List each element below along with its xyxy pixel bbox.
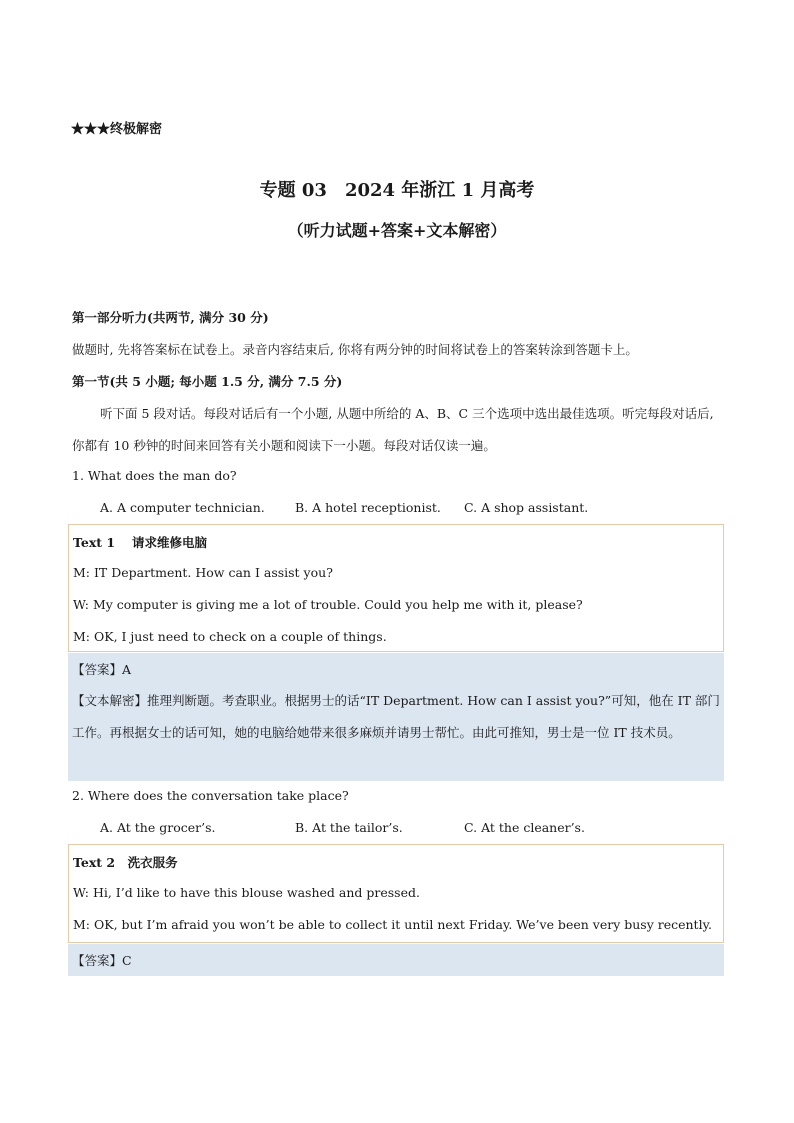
- answer-1-box: [68, 653, 724, 781]
- question-1-option-c: C. A shop assistant.: [464, 500, 589, 515]
- question-2-option-a: A. At the grocer’s.: [100, 820, 216, 835]
- text-1-title: Text 1 请求维修电脑: [73, 535, 207, 550]
- subsection-heading: 第一节(共 5 小题; 每小题 1.5 分, 满分 7.5 分): [72, 374, 343, 389]
- question-2-option-c: C. At the cleaner’s.: [464, 820, 585, 835]
- analysis-1: 【文本解密】推理判断题。考查职业。根据男士的话“IT Department. How can I assist you?”可知，他在 IT 部门工作。再根据女士的话可知，她的电脑给她带来很多麻烦并请男士帮忙。由此可推知，男士是一位 IT 技术员。: [72, 693, 720, 740]
- subsection-intro: 听下面 5 段对话。每段对话后有一个小题, 从题中所给的 A、B、C 三个选项中选出最佳选项。听完每段对话后, 你都有 10 秒钟的时间来回答有关小题和阅读下一小题。每段对话仅读一遍。: [72, 406, 714, 453]
- question-1-stem: 1. What does the man do?: [72, 468, 237, 483]
- part-heading: 第一部分听力(共两节, 满分 30 分): [72, 310, 269, 325]
- text-1-line-2: W: My computer is giving me a lot of trouble. Could you help me with it, please?: [73, 597, 583, 612]
- instruction-text: 做题时, 先将答案标在试卷上。录音内容结束后, 你将有两分钟的时间将试卷上的答案转涂到答题卡上。: [72, 342, 638, 357]
- text-1-line-3: M: OK, I just need to check on a couple of things.: [73, 629, 387, 644]
- text-1-line-1: M: IT Department. How can I assist you?: [73, 565, 333, 580]
- answer-1: 【答案】A: [72, 662, 132, 677]
- page-subtitle: （听力试题+答案+文本解密）: [287, 221, 507, 240]
- text-2-title: Text 2 洗衣服务: [73, 855, 178, 870]
- text-2-box: [68, 844, 724, 943]
- header-tag: ★★★终极解密: [71, 122, 163, 137]
- question-2-option-b: B. At the tailor’s.: [295, 820, 403, 835]
- text-1-box: [68, 524, 724, 652]
- question-1-option-b: B. A hotel receptionist.: [295, 500, 441, 515]
- text-2-line-2: M: OK, but I’m afraid you won’t be able to collect it until next Friday. We’ve been very busy recently.: [73, 917, 712, 932]
- answer-2: 【答案】C: [72, 953, 132, 968]
- answer-2-box: [68, 944, 724, 976]
- question-1-option-a: A. A computer technician.: [100, 500, 265, 515]
- question-2-stem: 2. Where does the conversation take place?: [72, 788, 349, 803]
- text-2-line-1: W: Hi, I’d like to have this blouse washed and pressed.: [73, 885, 420, 900]
- page-title: 专题 03 2024 年浙江 1 月高考: [259, 180, 535, 201]
